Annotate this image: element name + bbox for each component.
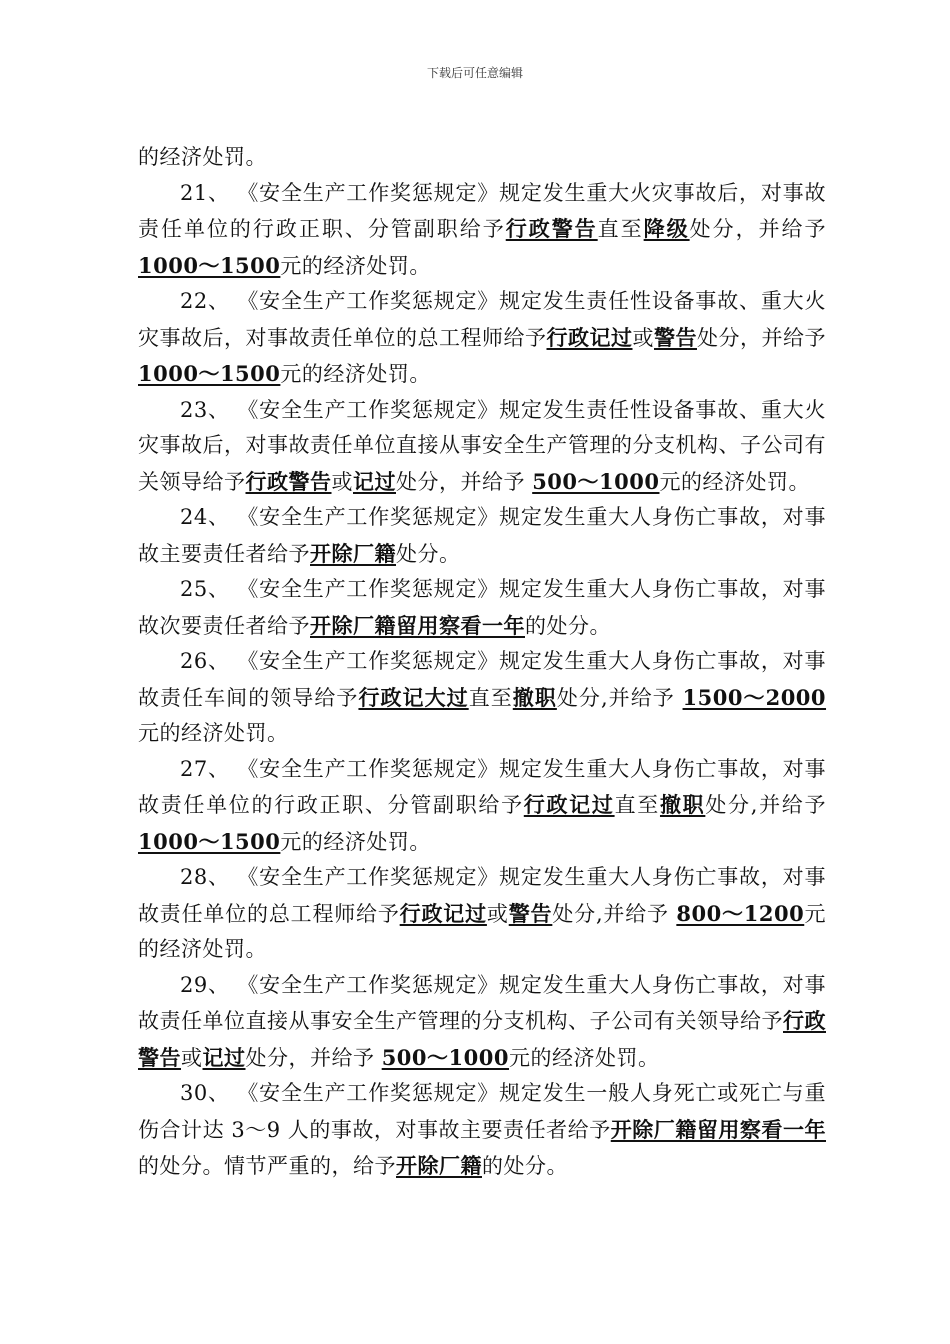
question-paragraph (138, 284, 826, 393)
answer-text: 行政警告 (138, 1008, 826, 1070)
answer-text: 开除厂籍 (396, 1153, 482, 1178)
question-paragraph (138, 500, 826, 572)
paragraph-text: 直至 (468, 685, 513, 710)
answer-text: 开除厂籍留用察看一年 (610, 1116, 826, 1142)
paragraph-text: 22、 《安全生产工作奖惩规定》规定发生责任性设备事故、重大火灾事故后，对事故责任单位的总工程师给予 (138, 289, 826, 350)
paragraph-text: 元的经济处罚。 (280, 253, 431, 278)
paragraph-text: 27、 《安全生产工作奖惩规定》规定发生重大人身伤亡事故，对事故责任单位的行政正职、分管副职给予 (138, 756, 826, 817)
document-body (138, 140, 826, 1185)
paragraph-text: 元的经济处罚。 (280, 362, 431, 386)
question-paragraph (138, 968, 826, 1077)
answer-text: 行政记大过 (358, 684, 469, 710)
paragraph-text: 30、 《安全生产工作奖惩规定》规定发生一般人身死亡或死亡与重伤合计达 3～9 人的事故，对事故主要责任者给予 (138, 1081, 826, 1142)
question-paragraph (138, 140, 826, 176)
answer-text: 500～1000 (532, 468, 660, 494)
question-paragraph (138, 176, 826, 285)
paragraph-text: 元的经济处罚。 (138, 901, 827, 961)
answer-text: 1000～1500 (138, 361, 281, 386)
paragraph-text: 处分,并给予 (705, 793, 827, 817)
answer-text: 行政记过 (399, 900, 487, 926)
question-paragraph (138, 860, 826, 968)
answer-text: 500～1000 (381, 1044, 509, 1070)
answer-text: 撤职 (659, 792, 706, 817)
paragraph-text: 或 (331, 469, 353, 494)
paragraph-text: 元的经济处罚。 (138, 721, 289, 745)
paragraph-text: 处分，并给予 (396, 469, 533, 494)
answer-text: 降级 (643, 216, 690, 241)
paragraph-text: 26、 《安全生产工作奖惩规定》规定发生重大人身伤亡事故，对事故责任车间的领导给予 (138, 649, 826, 710)
paragraph-text: 处分,并给予 (552, 901, 677, 926)
page-header: 下载后可任意编辑 (426, 66, 523, 80)
paragraph-text: 的处分。 (525, 613, 611, 638)
question-paragraph (138, 572, 826, 644)
paragraph-text: 处分，并给予 (689, 217, 827, 241)
paragraph-text: 的处分。 (482, 1154, 568, 1178)
paragraph-text: 处分,并给予 (556, 685, 683, 710)
answer-text: 开除厂籍留用察看一年 (310, 612, 525, 638)
answer-text: 撤职 (512, 684, 557, 710)
paragraph-text: 或 (486, 901, 509, 926)
answer-text: 记过 (353, 468, 396, 494)
paragraph-text: 28、 《安全生产工作奖惩规定》规定发生重大人身伤亡事故，对事故责任单位的总工程师给予 (138, 865, 826, 926)
paragraph-text: 的处分。情节严重的，给予 (138, 1154, 396, 1178)
answer-text: 行政警告 (505, 216, 598, 241)
paragraph-text: 直至 (614, 793, 660, 817)
paragraph-text: 处分，并给予 (697, 325, 826, 350)
paragraph-text: 处分。 (396, 541, 461, 566)
paragraph-text: 或 (181, 1045, 203, 1070)
paragraph-text: 21、 《安全生产工作奖惩规定》规定发生重大火灾事故后，对事故责任单位的行政正职、分管副职给予 (138, 180, 826, 241)
answer-text: 警告 (654, 324, 697, 350)
paragraph-text: 元的经济处罚。 (659, 469, 810, 494)
question-paragraph (138, 752, 826, 861)
paragraph-text: 元的经济处罚。 (508, 1045, 660, 1070)
question-paragraph (138, 644, 826, 752)
paragraph-text: 元的经济处罚。 (280, 829, 431, 854)
answer-text: 行政警告 (245, 468, 332, 494)
paragraph-text: 25、 《安全生产工作奖惩规定》规定发生重大人身伤亡事故，对事故次要责任者给予 (138, 577, 826, 638)
answer-text: 800～1200 (676, 900, 805, 926)
paragraph-text: 29、 《安全生产工作奖惩规定》规定发生重大人身伤亡事故，对事故责任单位直接从事安全生产管理的分支机构、子公司有关领导给予 (138, 972, 826, 1033)
answer-text: 警告 (508, 900, 553, 926)
paragraph-text: 24、 《安全生产工作奖惩规定》规定发生重大人身伤亡事故，对事故主要责任者给予 (138, 505, 826, 566)
paragraph-text: 或 (632, 325, 654, 350)
answer-text: 1000～1500 (138, 828, 281, 854)
question-paragraph (138, 1076, 826, 1185)
paragraph-text: 的经济处罚。 (138, 145, 267, 169)
question-paragraph (138, 393, 826, 501)
answer-text: 开除厂籍 (310, 540, 396, 566)
answer-text: 记过 (202, 1044, 246, 1070)
answer-text: 1000～1500 (138, 252, 281, 278)
answer-text: 行政记过 (546, 324, 633, 350)
answer-text: 行政记过 (523, 792, 615, 817)
paragraph-text: 23、 《安全生产工作奖惩规定》规定发生责任性设备事故、重大火灾事故后，对事故责任单位直接从事安全生产管理的分支机构、子公司有关领导给予 (138, 397, 826, 494)
answer-text: 1500～2000 (682, 684, 827, 710)
paragraph-text: 直至 (597, 217, 644, 241)
paragraph-text: 处分，并给予 (245, 1045, 382, 1070)
